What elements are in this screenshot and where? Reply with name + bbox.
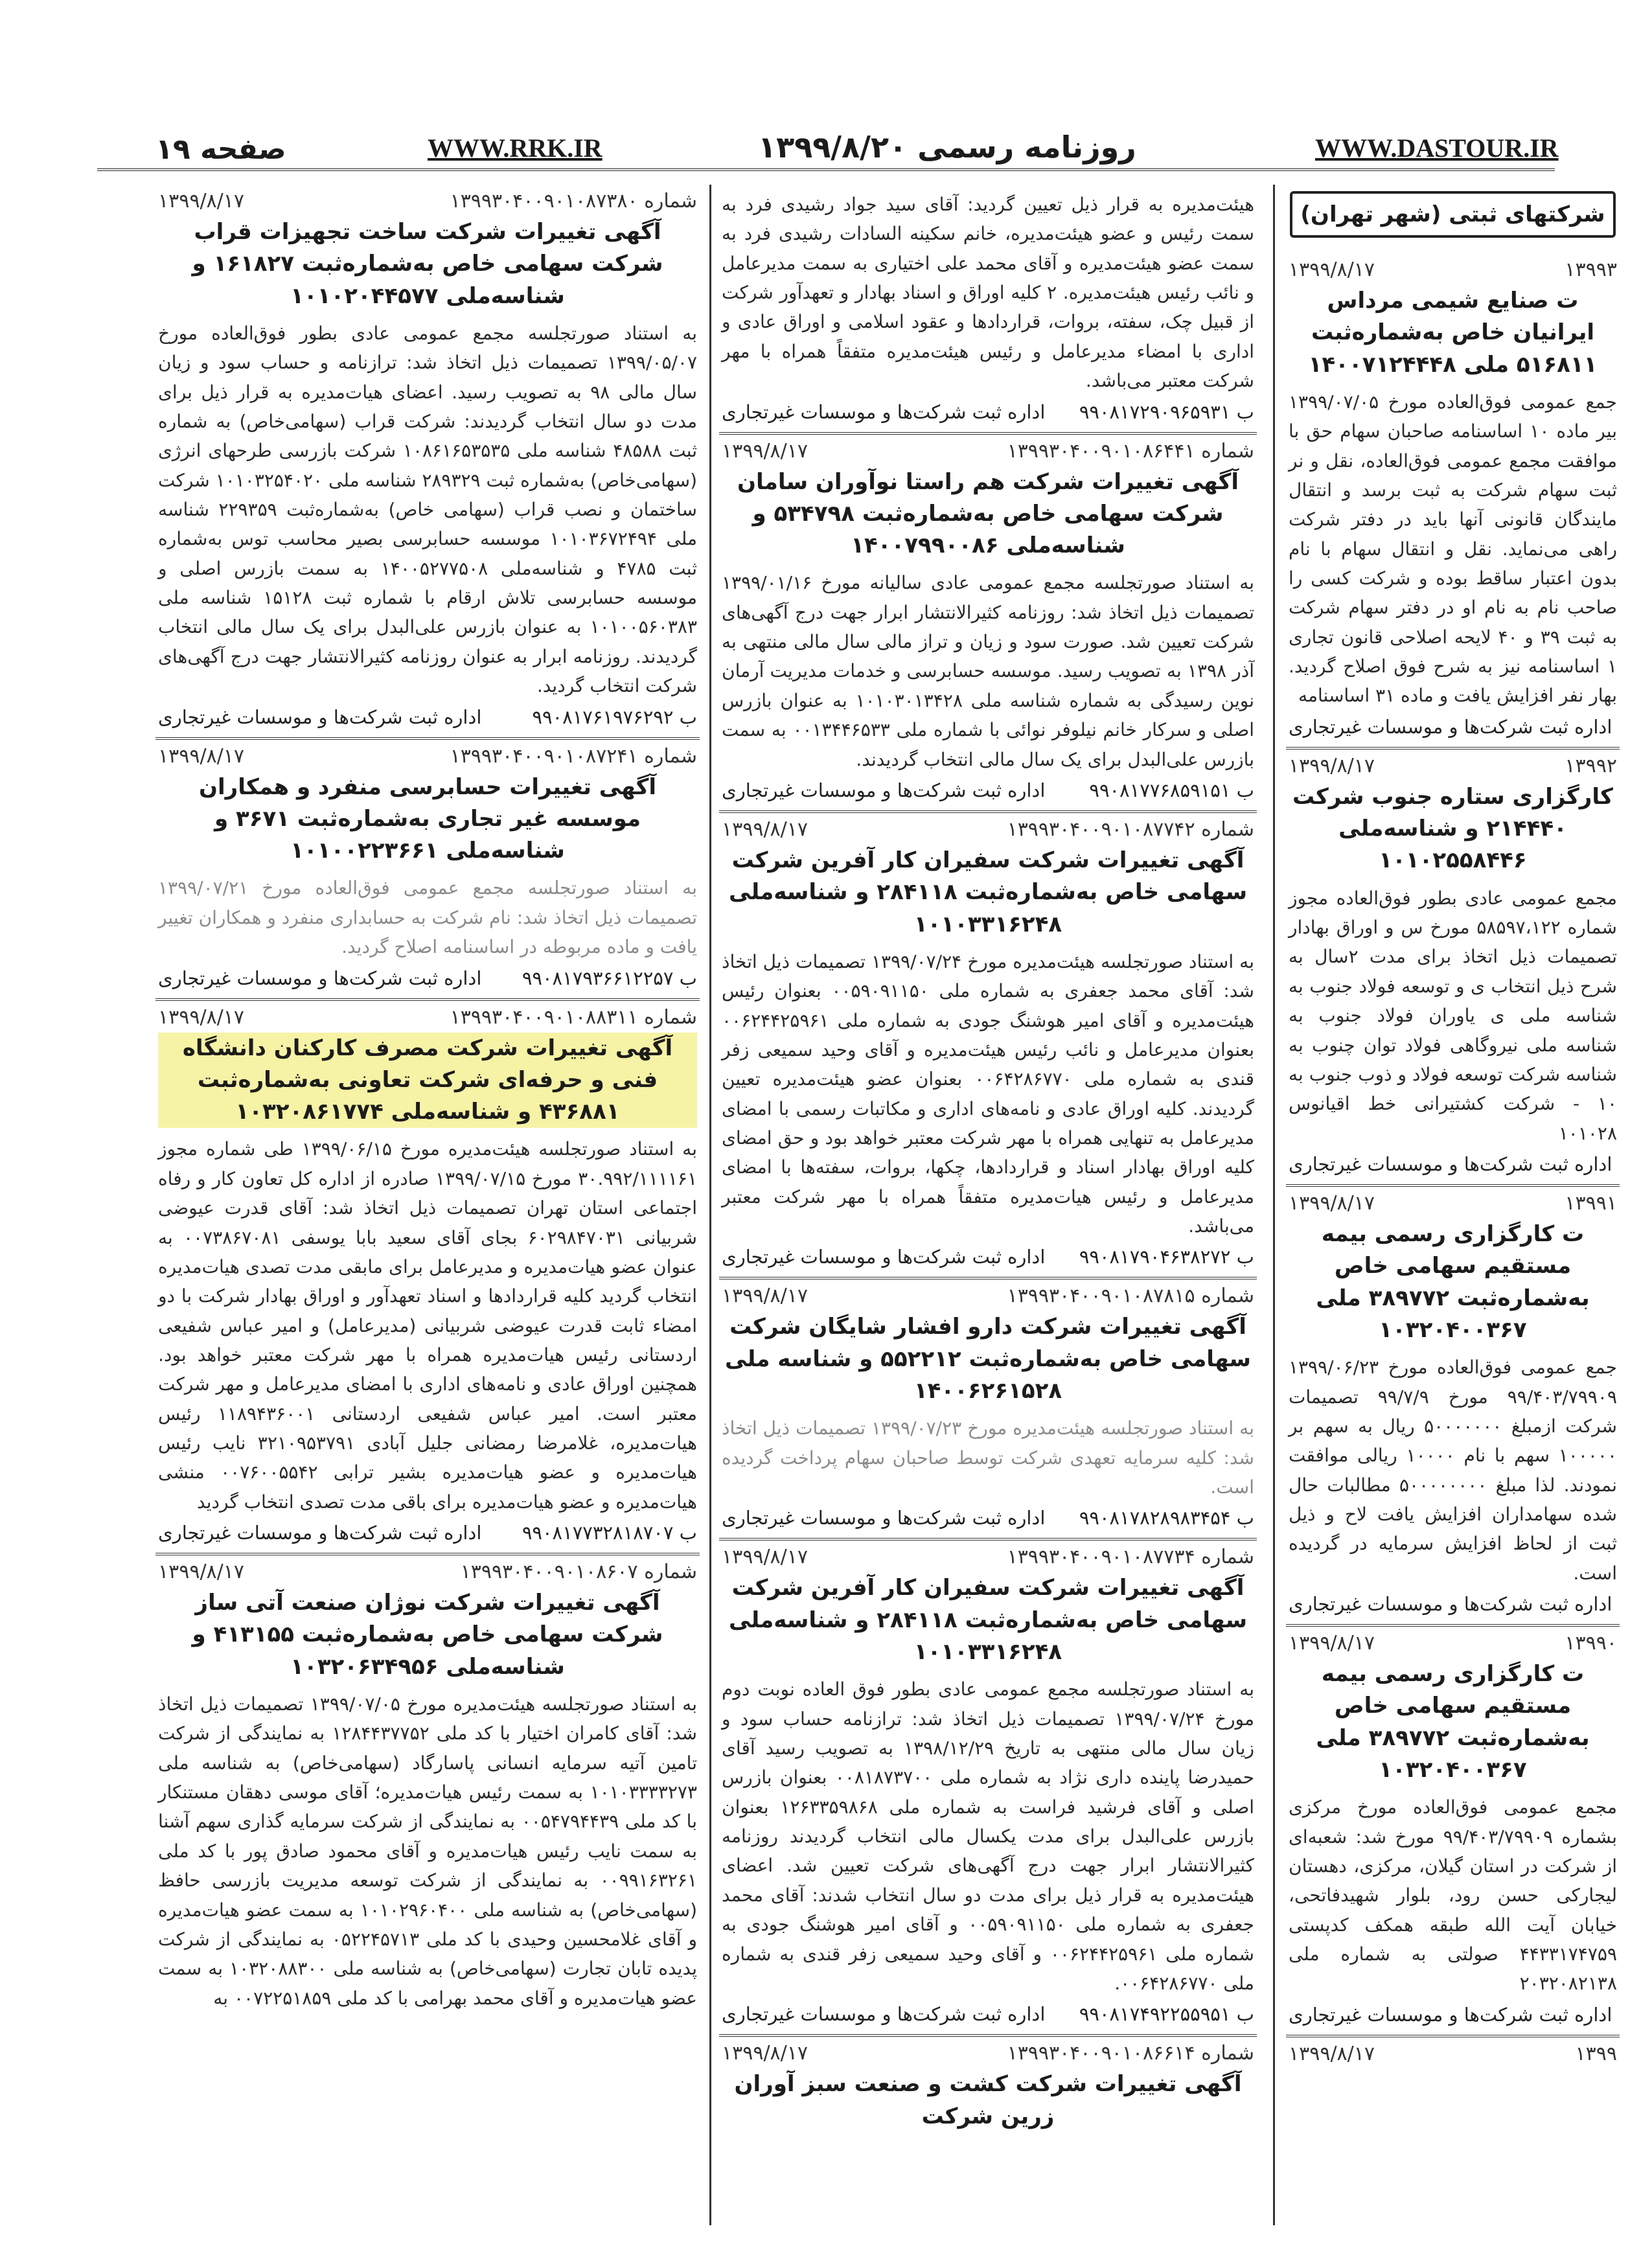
notice-title: آگهی تغییرات شرکت دارو افشار شایگان شرکت سهامی خاص به‌شماره‌ثبت ۵۵۲۲۱۲ و شناسه ملی ۱۴۰۰۶۲۶۱۵۲۸ [725, 1314, 1251, 1404]
notice-body: به استناد صورتجلسه مجمع عمومی فوق‌العاده مورخ ۱۳۹۹/۰۷/۲۱ تصمیمات ذیل اتخاذ شد: نام شرکت به حسابداری منفرد و همکاران تغییر یافت و ماده مربوطه در اساسنامه اصلاح گردید. [158, 877, 697, 958]
notice-date: ۱۳۹۹/۸/۱۷ [1289, 2042, 1375, 2065]
notice-date: ۱۳۹۹/۸/۱۷ [1289, 258, 1375, 281]
notice [719, 1541, 1257, 2037]
left-column [155, 185, 700, 2225]
notice-office: اداره ثبت شرکت‌ها و موسسات غیرتجاری [1289, 715, 1612, 738]
notice-body: به استناد صورتجلسه مجمع عمومی عادی سالیانه مورخ ۱۳۹۹/۰۱/۱۶ تصمیمات ذیل اتخاذ شد: روزنامه کثیرالانتشار ابرار جهت درج آگهی‌های شرکت تعیین شد. صورت سود و زیان و تراز مالی سال مالی منتهی به آذر ۱۳۹۸ به تصویب رسید. موسسه حسابرسی و خدمات مدیریت آرمان نوین رسیدگی به شماره شناسه ملی ۱۰۱۰۳۰۱۳۴۲۸ به عنوان بازرس اصلی و سرکار خانم نیلوفر نوائی با شماره ملی ۰۰۱۳۴۴۶۵۳۳ به سمت بازرس علی‌البدل برای یک سال مالی انتخاب گردیدند. [722, 572, 1255, 770]
notice-office: اداره ثبت شرکت‌ها و موسسات غیرتجاری [722, 1246, 1046, 1268]
notice-date: ۱۳۹۹/۸/۱۷ [158, 744, 245, 768]
notice [1286, 2037, 1620, 2078]
column-divider [709, 185, 711, 2225]
notice-title: آگهی تغییرات شرکت نوژان صنعت آتی ساز شرکت سهامی خاص به‌شماره‌ثبت ۴۱۳۱۵۵ و شناسه‌ملی ۱۰۳۲۰۶۳۴۹۵۶ [192, 1590, 663, 1680]
notice-body: به استناد صورتجلسه هیئت‌مدیره مورخ ۱۳۹۹/۰۷/۲۳ تصمیمات ذیل اتخاذ شد: کلیه سرمایه تعهدی شرکت توسط صاحبان سهام پرداخت گردیده است. [722, 1417, 1254, 1498]
notice-ref: ب ۹۹۰۸۱۷۹۳۶۶۱۲۲۵۷ [522, 967, 697, 989]
notice [155, 185, 700, 740]
notice-date: ۱۳۹۹/۸/۱۷ [722, 2042, 809, 2065]
notice-title-highlighted: آگهی تغییرات شرکت مصرف کارکنان دانشگاه فنی و حرفه‌ای شرکت تعاونی به‌شماره‌ثبت ۴۳۶۸۸۱ و شناسه‌ملی ۱۰۳۲۰۸۶۱۷۷۴ [158, 1033, 697, 1128]
site-url-dastour[interactable]: WWW.DASTOUR.IR [1315, 133, 1559, 163]
notice-date: ۱۳۹۹/۸/۱۷ [722, 439, 809, 463]
notice-title: ت صنایع شیمی مرداس ایرانیان خاص به‌شماره‌ثبت ۵۱۶۸۱۱ ملی ۱۴۰۰۷۱۲۴۴۴۸ [1308, 288, 1598, 378]
notice [719, 2037, 1257, 2148]
newspaper-title: روزنامه رسمی ۱۳۹۹/۸/۲۰ [758, 130, 1136, 165]
notice [155, 740, 700, 1001]
page-header [97, 97, 1559, 171]
notice-date: ۱۳۹۹/۸/۱۷ [158, 1561, 245, 1584]
notice-body: مجمع عمومی عادی بطور فوق‌العاده مجوز شماره ۵۸۵۹۷،۱۲۲ مورخ س و اوراق بهادار تصمیمات ذیل اتخاذ برای مدت ۲سال به شرح ذیل انتخاب ی و توسعه فولاد جنوب به شناسه ملی ی یاوران فولاد جنوب به شناسه ملی نیروگاهی فولاد توان چنوب به شناسه شرکت توسعه فولاد و ذوب جنوب به ۱۰ - شرکت کشتیرانی خط اقیانوس ۱۰۱۰۲۸ [1289, 887, 1617, 1144]
notice-body: به استناد صورتجلسه مجمع عمومی عادی بطور فوق‌العاده مورخ ۱۳۹۹/۰۵/۰۷ تصمیمات ذیل اتخاذ شد: ترازنامه و حساب سود و زیان سال مالی ۹۸ به تصویب رسید. اعضای هیات‌مدیره به قرار ذیل برای مدت دو سال انتخاب گردیدند: شرکت قراب (سهامی‌خاص) به شماره ثبت ۴۸۵۸۸ شناسه ملی ۱۰۸۶۱۶۵۳۵۳۵ شرکت بازرسی طرحهای انرژی (سهامی‌خاص) به‌شماره ثبت ۲۸۹۳۲۹ شناسه ملی ۱۰۱۰۳۲۵۴۰۲۰ شرکت ساختمان و نصب قراب (سهامی خاص) به‌شماره‌ثبت ۲۲۹۳۵۹ شناسه ملی ۱۰۱۰۳۶۷۲۴۹۴ موسسه حسابرسی بصیر محاسب توس به‌شماره ثبت ۴۷۸۵ و شناسه‌ملی ۱۴۰۰۵۲۷۷۵۰۸ به سمت بازرس اصلی و موسسه حسابرسی تلاش ارقام با شماره ثبت ۱۵۱۲۸ شناسه ملی ۱۰۱۰۰۵۶۰۳۸۳ به عنوان بازرس علی‌البدل برای یک سال مالی انتخاب گردیدند. روزنامه ابرار به عنوان روزنامه کثیرالانتشار جهت درج آگهی‌های شرکت انتخاب گردید. [158, 322, 697, 697]
site-url-rrk[interactable]: WWW.RRK.IR [428, 133, 602, 163]
notice-ref: ب ۹۹۰۸۱۷۹۰۴۶۳۸۲۷۲ [1079, 1246, 1254, 1268]
notice-ref: ب ۹۹۰۸۱۷۴۹۲۲۵۵۹۵۱ [1079, 2003, 1254, 2026]
notice [719, 435, 1257, 813]
notice [155, 1001, 700, 1556]
notice-office: اداره ثبت شرکت‌ها و موسسات غیرتجاری [158, 705, 482, 728]
notice-body: مجمع عمومی فوق‌العاده مورخ مرکزی بشماره ۹۹/۴۰۳/۷۹۹۰۹ مورخ شد: شعبه‌ای از شرکت در استان گیلان، مرکزی، دهستان لیجارکی حسن رود، بلوار شهیدفاتحی، خیابان آیت الله طبقه همکف کدپستی ۴۴۳۳۱۷۴۷۵۹ صولتی به شماره ملی ۲۰۳۲۰۸۲۱۳۸ [1289, 1796, 1617, 1995]
section-heading: شرکتهای ثبتی (شهر تهران) [1290, 191, 1616, 238]
notice-office: اداره ثبت شرکت‌ها و موسسات غیرتجاری [722, 400, 1046, 423]
notice-office: اداره ثبت شرکت‌ها و موسسات غیرتجاری [722, 779, 1046, 801]
notice-number: ۱۳۹۹۲ [1565, 754, 1617, 777]
notice-body: جمع عمومی فوق‌العاده مورخ ۱۳۹۹/۰۶/۲۳ ۹۹/۴۰۳/۷۹۹۰۹ مورخ ۹۹/۷/۹ تصمیمات شرکت ازمبلغ ۵۰۰۰۰۰۰۰ ریال به سهم بر ۱۰۰۰۰۰ سهم با نام ۱۰۰۰۰ ریالی موافقت نمودند. لذا مبلغ ۵۰۰۰۰۰۰۰۰ مطالبات حال شده سهامداران افزایش یافت لاح و ذیل ثبت از لحاظ افزایش سرمایه در گردیده است. [1289, 1357, 1617, 1584]
notice-title: کارگزاری ستاره جنوب شرکت ۲۱۴۴۴۰ و شناسه‌ملی ۱۰۱۰۲۵۵۸۴۴۶ [1292, 783, 1613, 874]
notice [155, 1555, 700, 2022]
notice [1286, 1627, 1620, 2037]
notice-date: ۱۳۹۹/۸/۱۷ [722, 818, 809, 841]
notice-date: ۱۳۹۹/۸/۱۷ [722, 1285, 809, 1308]
notice-body: به استناد صورتجلسه هیئت‌مدیره مورخ ۱۳۹۹/۰۷/۲۴ تصمیمات ذیل اتخاذ شد: آقای محمد جعفری به شماره ملی ۰۰۵۹۰۹۱۱۵۰ بعنوان رئیس هیئت‌مدیره و آقای امیر هوشنگ جودی به شماره ملی ۰۰۶۲۴۴۲۵۹۶۱ بعنوان مدیرعامل و نائب رئیس هیئت‌مدیره و آقای وحید سمیعی زفر قندی به شماره ملی ۰۰۶۴۲۸۶۷۷۰ بعنوان عضو هیئت‌مدیره تعیین گردیدند. کلیه اوراق عادی و نامه‌های اداری و مکاتبات رسمی با امضای مدیرعامل به تنهایی همراه با مهر شرکت معتبر خواهد بود و حق امضای کلیه اوراق بهادار اسناد و قراردادها، چکها، بروات، سفته‌ها با امضای مدیرعامل و رئیس هیات‌مدیره متفقاً همراه با مهر شرکت معتبر می‌باشد. [722, 950, 1254, 1237]
notice-number: ۱۳۹۹۱ [1565, 1191, 1617, 1215]
right-column [1286, 185, 1620, 2225]
middle-column [719, 185, 1257, 2225]
notice-office: اداره ثبت شرکت‌ها و موسسات غیرتجاری [722, 2003, 1046, 2026]
column-divider [1273, 185, 1275, 2225]
notice-office: اداره ثبت شرکت‌ها و موسسات غیرتجاری [722, 1507, 1046, 1529]
notice [1286, 750, 1620, 1187]
notice-number: شماره ۱۳۹۹۳۰۴۰۰۹۰۱۰۸۶۶۱۴ [1007, 2042, 1254, 2065]
notice [719, 1279, 1257, 1541]
notice-number: شماره ۱۳۹۹۳۰۴۰۰۹۰۱۰۸۷۷۴۲ [1007, 818, 1254, 841]
notice-body: هیئت‌مدیره به قرار ذیل تعیین گردید: آقای سید جواد رشیدی فرد به سمت رئیس و عضو هیئت‌مدیره، خانم سکینه السادات رشیدی فرد به سمت عضو هیئت‌مدیره و آقای محمد علی اختیاری به سمت مدیرعامل و نائب رئیس هیئت‌مدیره. ۲ کلیه اوراق و اسناد بهادار و تعهدآور شرکت از قبیل چک، سفته، بروات، قراردادها و عقود اسلامی و اوراق عادی و اداری با امضاء مدیرعامل و رئیس هیئت‌مدیره متفقاً همراه با مهر شرکت معتبر می‌باشد. [722, 194, 1254, 392]
notice-number: شماره ۱۳۹۹۳۰۴۰۰۹۰۱۰۸۷۲۴۱ [450, 744, 697, 768]
notice-title: آگهی تغییرات شرکت کشت و صنعت سبز آوران زرین شرکت [734, 2071, 1242, 2129]
notice-continuation [719, 185, 1257, 435]
notice-ref: ب ۹۹۰۸۱۷۷۶۸۵۹۱۵۱ [1089, 779, 1254, 801]
notice-title: آگهی تغییرات حسابرسی منفرد و همکاران موسسه غیر تجاری به‌شماره‌ثبت ۳۶۷۱ و شناسه‌ملی ۱۰۱۰۰۲۲۳۶۶۱ [198, 773, 657, 864]
notice-number: شماره ۱۳۹۹۳۰۴۰۰۹۰۱۰۸۷۸۱۵ [1007, 1285, 1254, 1308]
notice [1286, 1187, 1620, 1627]
notice-title: آگهی تغییرات شرکت ساخت تجهیزات قراب شرکت سهامی خاص به‌شماره‌ثبت ۱۶۱۸۲۷ و شناسه‌ملی ۱۰۱۰۲۰۴۴۵۷۷ [192, 219, 663, 309]
notice-body: جمع عمومی فوق‌العاده مورخ ۱۳۹۹/۰۷/۰۵ بیر ماده ۱۰ اساسنامه صاحبان سهام حق با موافقت مجمع عمومی فوق‌العاده، نقل و نر ثبت سهام شرکت به ثبت برسد و انتقال مایندگان قانونی آنها باید در دفتر شرکت راهی می‌نماید. نقل و انتقال سهام با نام بدون اعتبار ساقط بوده و شرکت کسی را صاحب نام به نام او در دفتر سهام شرکت به ثبت ۳۹ و ۴۰ لایحه اصلاحی قانون تجاری ۱ اساسنامه نیز به شرح فوق اصلاح گردید. بهار نفر افزایش یافت و ماده ۳۱ اساسنامه [1289, 391, 1617, 707]
notice-office: اداره ثبت شرکت‌ها و موسسات غیرتجاری [1289, 2003, 1612, 2026]
notice-number: شماره ۱۳۹۹۳۰۴۰۰۹۰۱۰۸۷۷۳۴ [1007, 1546, 1254, 1569]
notice-ref: ب ۹۹۰۸۱۷۷۳۲۸۱۸۷۰۷ [522, 1522, 697, 1544]
notice-office: اداره ثبت شرکت‌ها و موسسات غیرتجاری [158, 1522, 482, 1544]
notice-body: به استناد صورتجلسه هیئت‌مدیره مورخ ۱۳۹۹/۰۷/۰۵ تصمیمات ذیل اتخاذ شد: آقای کامران اختیار با کد ملی ۱۲۸۴۴۳۷۷۵۲ به نمایندگی از شرکت تامین آتیه سرمایه انسانی پاسارگاد (سهامی‌خاص) به شناسه ملی ۱۰۱۰۳۳۳۳۲۷۳ به سمت رئیس هیات‌مدیره؛ آقای موسی دهقان مستنکار با کد ملی ۰۰۵۴۷۹۴۴۳۹ به نمایندگی از شرکت سرمایه گذاری سهم آشنا به سمت نایب رئیس هیات‌مدیره و آقای محمود صادق پور با کد ملی ۰۰۹۹۱۶۳۲۶۱ به نمایندگی از شرکت توسعه مدیریت بازرسی حافظ (سهامی‌خاص) به شناسه ملی ۱۰۱۰۲۹۶۰۴۰۰ به سمت عضو هیات‌مدیره و آقای غلامحسین وحیدی با کد ملی ۰۵۲۲۴۵۷۱۳ به نمایندگی از شرکت پدیده تابان تجارت (سهامی‌خاص) به شناسه ملی ۱۰۳۲۰۸۸۳۰۰ به سمت عضو هیات‌مدیره و آقای محمد بهرامی با کد ملی ۰۰۷۲۲۵۱۸۵۹ به [158, 1693, 698, 2009]
notice-office: اداره ثبت شرکت‌ها و موسسات غیرتجاری [1289, 1152, 1612, 1175]
notice-date: ۱۳۹۹/۸/۱۷ [158, 190, 245, 212]
notice-date: ۱۳۹۹/۸/۱۷ [158, 1005, 245, 1029]
notice-office: اداره ثبت شرکت‌ها و موسسات غیرتجاری [158, 967, 482, 989]
notice-office: اداره ثبت شرکت‌ها و موسسات غیرتجاری [1289, 1593, 1612, 1616]
notice-title: ت کارگزاری رسمی بیمه مستقیم سهامی خاص به‌شماره‌ثبت ۳۸۹۷۷۲ ملی ۱۰۳۲۰۴۰۰۳۶۷ [1316, 1220, 1590, 1343]
notice-body: به استناد صورتجلسه مجمع عمومی عادی بطور فوق العاده نوبت دوم مورخ ۱۳۹۹/۰۷/۲۴ تصمیمات ذیل اتخاذ شد: ترازنامه حساب سود و زیان سال مالی منتهی به تاریخ ۱۳۹۸/۱۲/۲۹ به تصویب رسید آقای حمیدرضا پاینده داری نژاد به شماره ملی ۰۰۸۱۸۷۳۷۰۰ بعنوان بازرس اصلی و آقای فرشید فراست به شماره ملی ۱۲۶۳۳۵۹۸۶۸ بعنوان بازرس علی‌البدل برای مدت یکسال مالی انتخاب گردیدند روزنامه کثیرالانتشار ابرار جهت درج آگهی‌های شرکت تعیین شد. اعضای هیئت‌مدیره به قرار ذیل برای مدت دو سال انتخاب شدند: آقای محمد جعفری به شماره ملی ۰۰۵۹۰۹۱۱۵۰ و آقای امیر هوشنگ جودی به شماره ملی ۰۰۶۲۴۴۲۵۹۶۱ و آقای وحید سمیعی زفر قندی به شماره ملی ۰۰۶۴۲۸۶۷۷۰. [722, 1678, 1255, 1994]
notice-body: به استناد صورتجلسه هیئت‌مدیره مورخ ۱۳۹۹/۰۶/۱۵ طی شماره مجوز ۳۰.۹۹۲/۱۱۱۱۶۱ مورخ ۱۳۹۹/۰۷/۱۵ صادره از اداره کل تعاون کار و رفاه اجتماعی استان تهران تصمیمات ذیل اتخاذ شد: آقای قدرت عیوضی شربیانی ۶۰۲۹۸۴۷۰۳۱ بجای آقای سعید بابا یوسفی ۰۰۷۳۸۶۷۰۸۱ به عنوان عضو هیات‌مدیره و مدیرعامل برای مابقی مدت تصدی هیات‌مدیره انتخاب گردید کلیه قراردادها و اسناد تعهدآور و اوراق بهادار شرکت با دو امضاء ثابت قدرت عیوضی شربیانی (مدیرعامل) و امیر عباس شفیعی اردستانی رئیس هیات‌مدیره همراه با مهر شرکت معتبر خواهد بود. همچنین اوراق عادی و نامه‌های اداری با امضای مدیرعامل و مهر شرکت معتبر است. امیر عباس شفیعی اردستانی ۱۱۸۹۴۳۶۰۰۱ رئیس هیات‌مدیره، غلامرضا رمضانی جلیل آبادی ۳۲۱۰۹۵۳۷۹۱ نایب رئیس هیات‌مدیره و عضو هیات‌مدیره بشیر ترابی ۰۰۷۶۰۰۵۵۴۲ منشی هیات‌مدیره و عضو هیات‌مدیره برای باقی مدت تصدی انتخاب گردید [158, 1138, 698, 1513]
notice-number: شماره ۱۳۹۹۳۰۴۰۰۹۰۱۰۸۶۴۴۱ [1007, 439, 1254, 463]
notice-date: ۱۳۹۹/۸/۱۷ [1289, 754, 1375, 777]
notice-ref: ب ۹۹۰۸۱۷۲۹۰۹۶۵۹۳۱ [1079, 400, 1254, 423]
notice-number: شماره ۱۳۹۹۳۰۴۰۰۹۰۱۰۸۶۰۷ [460, 1561, 697, 1584]
notice [719, 813, 1257, 1279]
notice-date: ۱۳۹۹/۸/۱۷ [1289, 1191, 1375, 1215]
notice [1286, 253, 1620, 750]
notice-number: ۱۳۹۹۰ [1565, 1632, 1617, 1655]
notice-title: ت کارگزاری رسمی بیمه مستقیم سهامی خاص به‌شماره‌ثبت ۳۸۹۷۷۲ ملی ۱۰۳۲۰۴۰۰۳۶۷ [1316, 1661, 1590, 1783]
page-number: صفحه ۱۹ [155, 133, 286, 166]
notice-title: آگهی تغییرات شرکت سفیران کار آفرین شرکت سهامی خاص به‌شماره‌ثبت ۲۸۴۱۱۸ و شناسه‌ملی ۱۰۱۰۳۳۱۶۲۴۸ [728, 1575, 1248, 1665]
notice-title: آگهی تغییرات شرکت سفیران کار آفرین شرکت سهامی خاص به‌شماره‌ثبت ۲۸۴۱۱۸ و شناسه‌ملی ۱۰۱۰۳۳۱۶۲۴۸ [728, 847, 1248, 937]
notice-number: ۱۳۹۹۳ [1565, 258, 1617, 281]
notice-date: ۱۳۹۹/۸/۱۷ [1289, 1632, 1375, 1655]
notice-ref: ب ۹۹۰۸۱۷۶۱۹۷۶۲۹۲ [532, 705, 697, 728]
notice-date: ۱۳۹۹/۸/۱۷ [722, 1546, 809, 1569]
notice-title: آگهی تغییرات شرکت هم راستا نوآوران سامان شرکت سهامی خاص به‌شماره‌ثبت ۵۳۴۷۹۸ و شناسه‌ملی ۱۴۰۰۷۹۹۰۰۸۶ [737, 468, 1239, 559]
notice-number: شماره ۱۳۹۹۳۰۴۰۰۹۰۱۰۸۸۳۱۱ [450, 1005, 697, 1029]
notice-number: ۱۳۹۹ [1575, 2042, 1617, 2065]
notice-ref: ب ۹۹۰۸۱۷۸۲۸۹۸۳۴۵۴ [1079, 1507, 1254, 1529]
notice-number: شماره ۱۳۹۹۳۰۴۰۰۹۰۱۰۸۷۳۸۰ [450, 190, 697, 212]
